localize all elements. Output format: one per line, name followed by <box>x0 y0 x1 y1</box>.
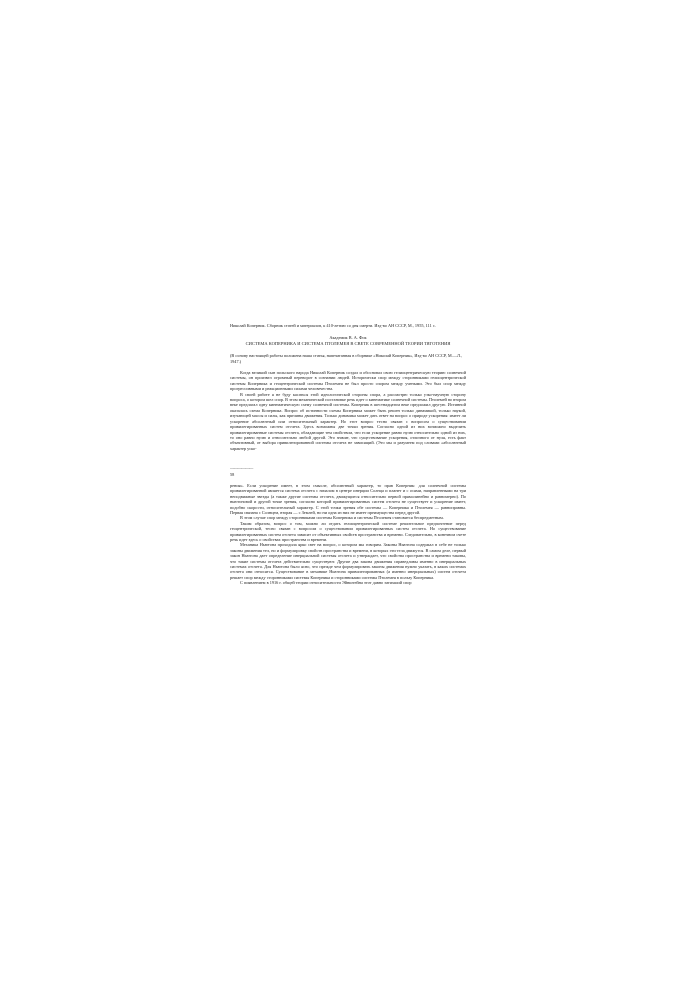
paragraph: Таким образом, вопрос о том, можно ли отдать гелиоцентрической системе решительное предпочтение перед геоцентрической, тесно связан с вопросом о существовании привилегированных систем отсчета. Но существование привилегированных систем отсчета зависит от объективных свойств пространства и времени. Следовательно, в конечном счете речь идет здесь о свойствах пространства и времени. <box>230 520 466 542</box>
paragraph: Когда великий сын польского народа Николай Коперник создал и обосновал свою гелиоцентрическую теорию солнечной системы, он произвел огромный переворот в сознании людей. Исторически спор между сторонниками гелиоцентрической системы Коперника и геоцентрической системы Птолемея не был просто спором между учеными. Это был спор между прогрессивными и реакционными силами человечества. <box>230 370 466 392</box>
page-number: 58 <box>230 471 235 477</box>
paragraph: Механика Ньютона проходила ярко свет на вопрос, о котором мы говорим. Законы Ньютона содержал в себе не только законы движения тел, но и формулировку свойств пространства и времени, в которых эти тела движутся. В самом деле, первый закон Ньютона дает определение инерциальной системы отсчета и утверждает, что свойства пространства и времени таковы, что такие системы отсчета действительно существуют. Другие два закона движения справедливы именно в инерциальных системах отсчета. Для Ньютона было ясно, что прежде чем формулировать законы движения нужно указать, в каких системах отсчета они относятся. Существование в механике Ньютона привилегированных (а именно инерциальных) систем отсчета решает спор между сторонниками системы Коперника и сторонниками системы Птолемея в пользу Коперника. <box>230 542 466 580</box>
paragraph: В своей работе я не буду касаться этой идеологической стороны спора, а рассмотрю только узко-научную сторону вопроса, о котором шел спор. В этом механической постановке речь идет о кинематике солнечной системы. Птолемей во втором веке предлагал одну кинематическую схему солнечной системы. Коперник в шестнадцатом веке предложил другую. Истинной оказалась схема Коперника. Вопрос об истинности схемы Коперника может быть решен только динамикой, только наукой, изучающей массы и силы, как причины движения. Только динамика может дать ответ на вопрос о природе ускорения: имеет ли ускорение абсолютный или относительный характер. Но этот вопрос тесно связан с вопросом о существовании привилегированных систем отсчета. Здесь возможны две точки зрения. Согласно одной из них возможно выделить привилегированные системы отсчета, обладающие тем свойством, что если ускорение равно нулю относительно одной из них, то оно равно нулю и относительно любой другой. Это значит, что существование ускорения, отличного от нуля, есть факт объективный, от выбора привилегированной системы отсчета не зависящий. (Это мы и разумеем под словами «абсолютный характер уско- <box>230 391 466 451</box>
paragraph: рения». Если ускорение имеет, в этом смысле, абсолютный характер, то прав Коперник: для солнечной системы привилегированной является система отсчета с началом в центре инерции Солнца и планет и с осями, направленными на три неподвижные звезды (а также другие системы отсчета, движущиеся относительно первой прямолинейно и равномерно). По ньютоновой и другой точке зрения, согласно которой привилегированных систем отсчета не существует и ускорение имеет, подобно скорости, относительный характер. С этой точки зрения обе системы — Коперника и Птолемея — равноправны. Первая связана с Солнцем, вторая — с Землей, но ни одна из них не имеет преимущества перед другой. <box>230 482 466 515</box>
paragraph: С появлением в 1916 г. общей теории относительности Эйнштейна этот давно затихший спор <box>240 580 412 586</box>
paragraph: В этом случае спор между сторонниками системы Коперника и системы Птолемея становится беспредметным. <box>240 515 444 521</box>
document-page <box>230 323 466 586</box>
editorial-note: (В основу настоящей работы положена наша статья, напечатанная в сборнике «Николай Коперник», Изд-во АН СССР, М.—Л., 1947.) <box>230 353 463 364</box>
footer-rule: —————— <box>230 465 253 471</box>
article-title: СИСТЕМА КОПЕРНИКА И СИСТЕМА ПТОЛЕМЕЯ В СВЕТЕ СОВРЕМЕННОЙ ТЕОРИИ ТЯГОТЕНИЯ <box>245 340 451 346</box>
source-reference: Николай Коперник. Сборник статей и материалов, к 410-летию со дня смерти. Изд-во АН СССР, М., 1955, 111 с. <box>230 323 436 328</box>
article-author: Академик В. А. Фок <box>329 335 367 341</box>
